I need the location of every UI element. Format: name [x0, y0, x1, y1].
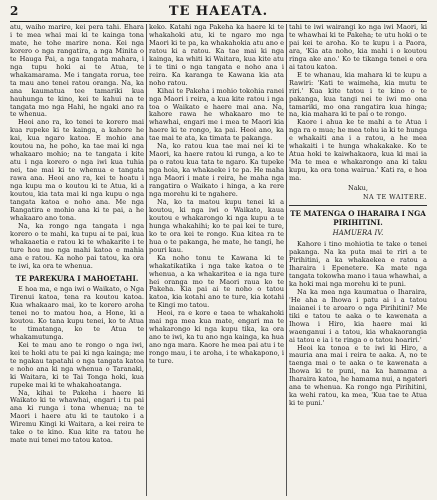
paragraph: E hoa ma, e nga iwi o Waikato, o Nga Tirenui katoa, tena ra koutou katoa. Kua whakaaro mai, ko te korero aroha tenei no to matou hoa, a Hone, ki a koutou. Ko tana kupu tenei, ko te Atua te timatanga, ko te Atua te whakamutunga. — [10, 285, 144, 341]
article-title: TE MATENGA O IHARAIRA I NGA PIRIHITINI. — [290, 208, 426, 227]
masthead-title: TE HAEATA. — [168, 4, 269, 19]
section-rule — [289, 205, 427, 206]
paragraph: tahi te iwi wairangi ko nga iwi Maori, ki te whawhai ki te Pakeha; te utu hoki o te pai kei te aroha. Ko te kupu i a Paora, ara, 'Kia ata noho, kia mahi i o koutou ringa ake ano.' Ko te tikanga tenei e ora ai tatou katoa. — [289, 24, 427, 71]
paragraph: Na ka mea nga kaumatua o Iharaira, 'He aha a Ihowa i patu ai i a tatou inaianei i te aroaro o nga Pirihitini? Me tiki e tatou te aaka o te kawenata a Ihowa i Hiro, kia haere mai ki waenganui i a tatou, kia whakaorangia ai tatou e ia i te ringa o o tatou hoariri.' — [289, 287, 427, 344]
page-number: 2 — [10, 4, 19, 18]
header-rule — [10, 21, 427, 22]
paragraph: Na, ka rongo nga tangata i nga korero o te mahi, ka tupu ai te pai, kua whakaaetia e ratou ki te whakarite i te ture hou mo nga mahi katoa e mahia ana e ratou. Ka noho pai tatou, ka ora te iwi, ka ora te whenua. — [10, 221, 144, 270]
paragraph: Na, kihai te Pakeha i haere ki Waikato ki te whawhai, engari i tu pai ana ki runga i tona whenua; na te Maori i haere atu ki te tautoko i a Wiremu Kingi ki Waitara, a kei reira te take o te kino. Kua kite ra tatou he mate nui tenei mo tatou katoa. — [10, 388, 144, 445]
article-subtitle: HAMUERA IV. — [332, 229, 384, 238]
paragraph: Kihai te Pakeha i mohio tokohia ranei nga Maori i reira, a kua kite ratou i nga toa o Waikato e haere mai ana. Na, kahore rawa he whakaaro mo te whawhai, engari me i mea te Maori kia haere ki te rongo, ka pai. Heoi ano, ka tae mai te ata, ka timata te pakanga. — [149, 86, 284, 143]
paragraph: Kaore i ahua ke te mahi a te Atua i nga ra o mua; he mea tohu ia ki te hunga e whakaiti ana i a ratou, a he mea whakaiti i te hunga whakakake. Ko te Atua hoki te kaiwhakaora, kua ki mai ia 'Ma te mea e whakarongo ana ki taku kupu, ka ora tona wairua.' Kati ra, e hoa ma. — [289, 118, 427, 183]
letter-signature: NA TE WAITERE. — [362, 193, 427, 202]
paragraph: Heoi ano ra, ko tenei te korero mai kua rupeke ki te kainga, a kahore he kai, kua ngaro katoa. E mohio ana koutou na, he poho, ka tae mai ki nga whakaaro mohio; na te tangata i kite atu i nga korero o nga iwi kua tuhia nei, tae mai ki te whenua e tangata rawa ana. Heoi ano ra, kei te hoatu i nga kupu ma o koutou ki te Atua, ki a koutou, kia tata mai ki nga kupu o nga tangata katoa e noho ana. Me nga Rangatira e mohio ana ki te pai, a he whakaaro ano tona. — [10, 118, 144, 222]
text-column-2 — [149, 24, 284, 496]
letter-signoff: Naku, — [347, 184, 369, 193]
paragraph: Na, ko ratou kua tae mai nei ki te Maori, ka haere ratou ki runga, a ko te pa o ratou kua tata te ngaro. Ka tupeke nga hoia, ka whakaeke i te pa. He maha nga Maori i mate i reira, he maha nga rangatira o Waikato i hinga, a ka rere nga morehu ki te ngahere. — [149, 142, 284, 199]
paragraph: E te whanau, kia mahara ki te kupu a Rawiri: 'Kati te waimeha, kia mutu te riri.' Kua kite tatou i te kino o te pakanga, kua tangi nei te iwi mo ona tamariki, mo ona rangatira kua hinga; na, kia mahara ki te pai o te rongo. — [289, 70, 427, 119]
paragraph: Kahore i tino mohiotia te take o tenei pakanga. Na ka puta mai te riri a te Pirihitini, a ka whakaekea e ratou a Iharaira i Epenetere. Ka mate nga tangata tokowha mano i taua whawhai, a ka hoki mai nga morehu ki te puni. — [289, 240, 427, 288]
page-header — [10, 4, 427, 20]
paragraph: Ka noho tonu te Kawana ki te whakatikatika i nga take katoa o te whenua, a ka whakaritea e ia nga ture hei oranga mo te Maori raua ko te Pakeha. Kia pai ai te noho o tatou katoa, kia kotahi ano te ture, kia kotahi te Kingi mo tatou. — [149, 253, 284, 310]
paragraph: keko. Katahi nga Pakeha ka haere ki te whakahoki atu, ki te ngaro mo nga Maori ki te pa, ka whakahokia atu ano e ratou ki a ratou. Ka tae mai ki nga kainga, ka whiti ki Waitara, kua kite atu i te tini o nga tangata e noho ana i reira. Ka karanga te Kawana kia ata noho ratou. — [149, 24, 284, 87]
column-divider — [286, 24, 287, 496]
column-divider — [146, 24, 147, 496]
text-column-1 — [10, 24, 144, 496]
text-column-3 — [289, 24, 427, 496]
paragraph: atu, waiho marire, kei pera tahi. Ehara i te mea whai mai ki te kainga tona mate, he tohe marire nona. Kei nga korero o nga rangatira, a nga Minita o te Hauga Pai, a nga tangata mahara, i nga tupu hoki ai te Atua, te whakamarama. Me i tangata rorua, tee ta mau ano tenei ratou oranga. Na, ka ana kaumatua tee tamariki kua hauhunga te kino, kei te kahui na te tangata mo nga Hahi, he ngaki ano ra te whenua. — [10, 24, 144, 119]
paragraph: Na, ko ta matou kupu tenei ki a koutou, ki nga iwi o Waikato, kaua koutou e whakarongo ki nga kupu a te hunga whakahihi; ko te pai kei te ture, ko te ora kei te rongo. Kua kitea ra te hua o te pakanga, he mate, he tangi, he pouri kau. — [149, 197, 284, 254]
paragraph: Heoi, ra e kore e taea te whakahoki mai nga mea kua mate, engari ma te whakarongo ki nga kupu tika, ka ora ano te iwi, ka tu ano nga kainga, ka hua ano nga mara. Kaore he mea pai atu i te rongo mau, i te aroha, i te whakapono, i te ture. — [149, 309, 284, 366]
paragraph: Kei te mau ano te rongo o nga iwi, kei te hoki atu te pai ki nga kainga; me te ngakau tapatahi o nga tangata katoa e noho ana ki nga whenua o Taranaki, ki Waitara, ki te Tai Tonga hoki, kua rupeke mai ki te whakahoatanga. — [10, 340, 144, 389]
article-title: TE PAREKURA I MAHOETAHI. — [15, 273, 139, 283]
paragraph: Heoi ka tonoa e te iwi ki Hiro, a mauria ana mai i reira te aaka. A, no te taenga mai o te aaka o te kawenata a Ihowa ki te puni, na ka hamama a Iharaira katoa, he hamama nui, a ngateri ana te whenua. Ka rongo nga Pirihitini, ka wehi ratou, ka mea, 'Kua tae te Atua ki te puni.' — [289, 343, 427, 408]
